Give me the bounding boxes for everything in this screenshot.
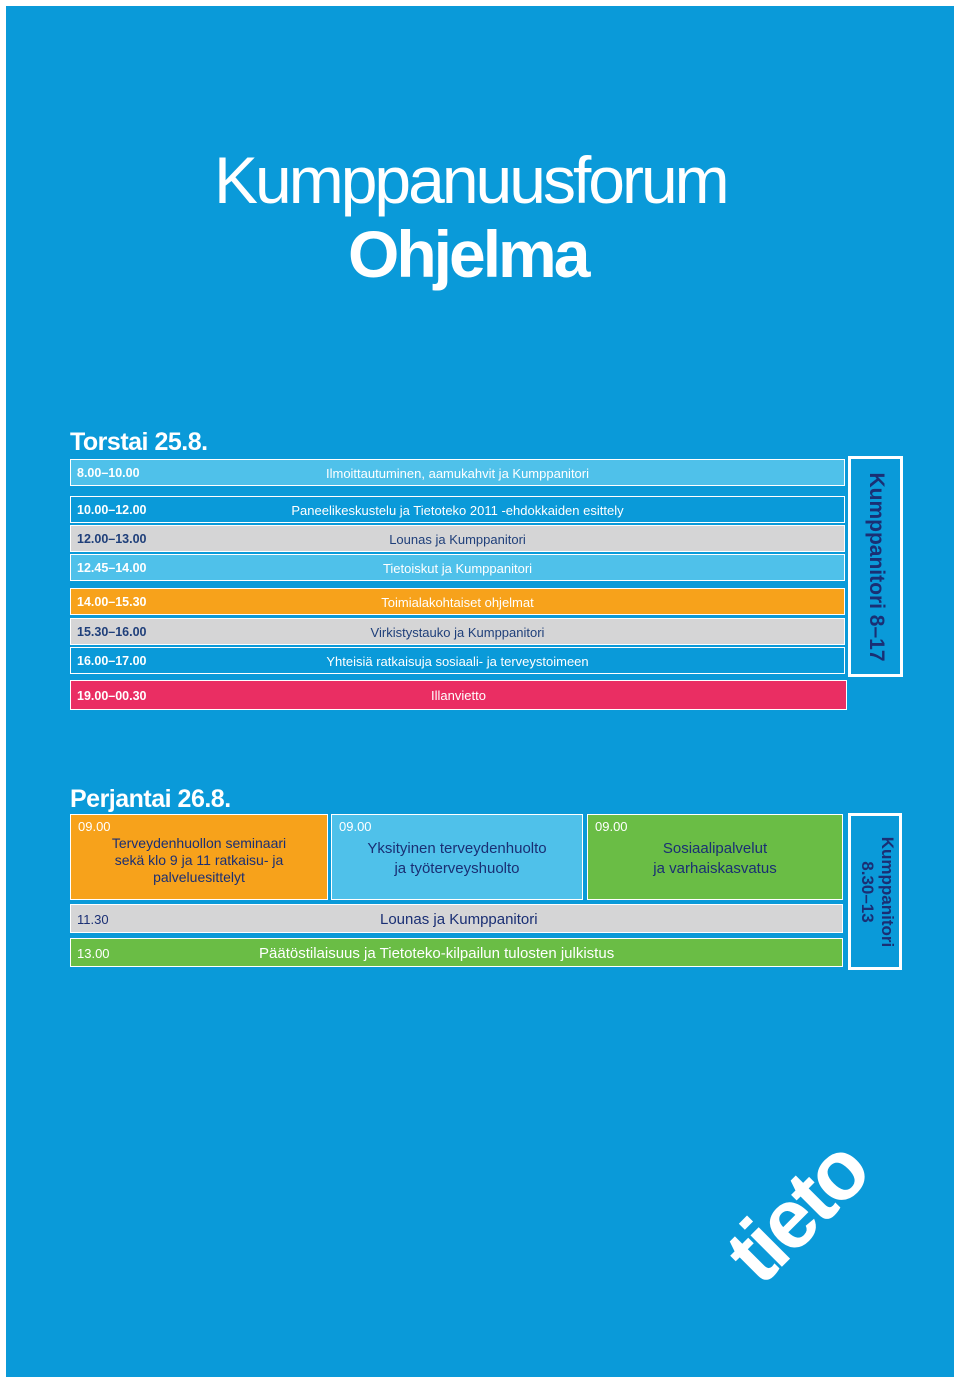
row-time: 12.00–13.00	[77, 532, 147, 546]
event-title: Kumppanuusforum	[214, 143, 727, 217]
schedule-row	[70, 680, 847, 710]
card-title-line: Yksityinen terveydenhuolto	[367, 840, 547, 857]
row-label: Päätöstilaisuus ja Tietoteko-kilpailun tulosten julkistus	[259, 945, 615, 962]
marketplace-label-line: 8.30–13	[858, 861, 877, 923]
card-time: 09.00	[339, 819, 372, 834]
row-label: Ilmoittautuminen, aamukahvit ja Kumppanitori	[325, 466, 590, 481]
marketplace-label-line: Kumppanitori	[878, 836, 897, 948]
seminar-card-healthcare	[70, 814, 328, 900]
card-title-line: Sosiaalipalvelut	[662, 840, 768, 857]
row-time: 19.00–00.30	[77, 689, 147, 703]
card-time: 09.00	[78, 819, 111, 834]
program-heading: Ohjelma	[348, 217, 588, 291]
row-label: Virkistystauko ja Kumppanitori	[370, 625, 545, 640]
row-time: 13.00	[77, 946, 110, 961]
card-title-line: palveluesittelyt	[153, 869, 245, 885]
row-label: Lounas ja Kumppanitori	[380, 911, 538, 928]
row-time: 8.00–10.00	[77, 466, 140, 480]
thursday-heading: Torstai 25.8.	[70, 428, 208, 456]
row-time: 16.00–17.00	[77, 654, 147, 668]
row-time: 10.00–12.00	[77, 503, 147, 517]
schedule-row	[70, 904, 843, 933]
row-time: 15.30–16.00	[77, 625, 147, 639]
card-title	[71, 835, 327, 886]
row-label: Lounas ja Kumppanitori	[389, 532, 526, 547]
friday-marketplace-label	[853, 816, 897, 968]
card-title-line: sekä klo 9 ja 11 ratkaisu- ja	[114, 852, 284, 868]
thursday-marketplace-label: Kumppanitori 8–17	[865, 472, 888, 662]
schedule-row	[70, 938, 843, 967]
row-label: Illanvietto	[431, 688, 486, 703]
schedule-row	[70, 525, 845, 552]
row-label: Toimialakohtaiset ohjelmat	[381, 595, 534, 610]
card-title-line: ja varhaiskasvatus	[653, 860, 777, 877]
row-label: Paneelikeskustelu ja Tietoteko 2011 -ehdokkaiden esittely	[291, 503, 624, 518]
row-time: 11.30	[77, 912, 109, 927]
schedule-row	[70, 554, 845, 581]
row-label: Tietoiskut ja Kumppanitori	[382, 561, 533, 576]
card-title-line: Terveydenhuollon seminaari	[111, 835, 287, 851]
card-title-line: ja työterveyshuolto	[394, 860, 520, 877]
schedule-row	[70, 496, 845, 523]
card-time: 09.00	[595, 819, 628, 834]
schedule-row	[70, 588, 845, 615]
friday-marketplace-box	[848, 813, 902, 970]
schedule-row	[70, 618, 845, 645]
row-label: Yhteisiä ratkaisuja sosiaali- ja terveystoimeen	[326, 654, 589, 669]
tieto-logo: tieto	[707, 1122, 885, 1301]
schedule-row	[70, 647, 845, 674]
thursday-marketplace-box	[848, 456, 903, 677]
seminar-card-social-services	[587, 814, 843, 900]
card-title	[332, 839, 582, 879]
friday-heading: Perjantai 26.8.	[70, 785, 231, 813]
row-time: 14.00–15.30	[77, 595, 147, 609]
schedule-row	[70, 459, 845, 486]
seminar-card-private-health	[331, 814, 583, 900]
row-time: 12.45–14.00	[77, 561, 147, 575]
card-title	[588, 839, 842, 879]
